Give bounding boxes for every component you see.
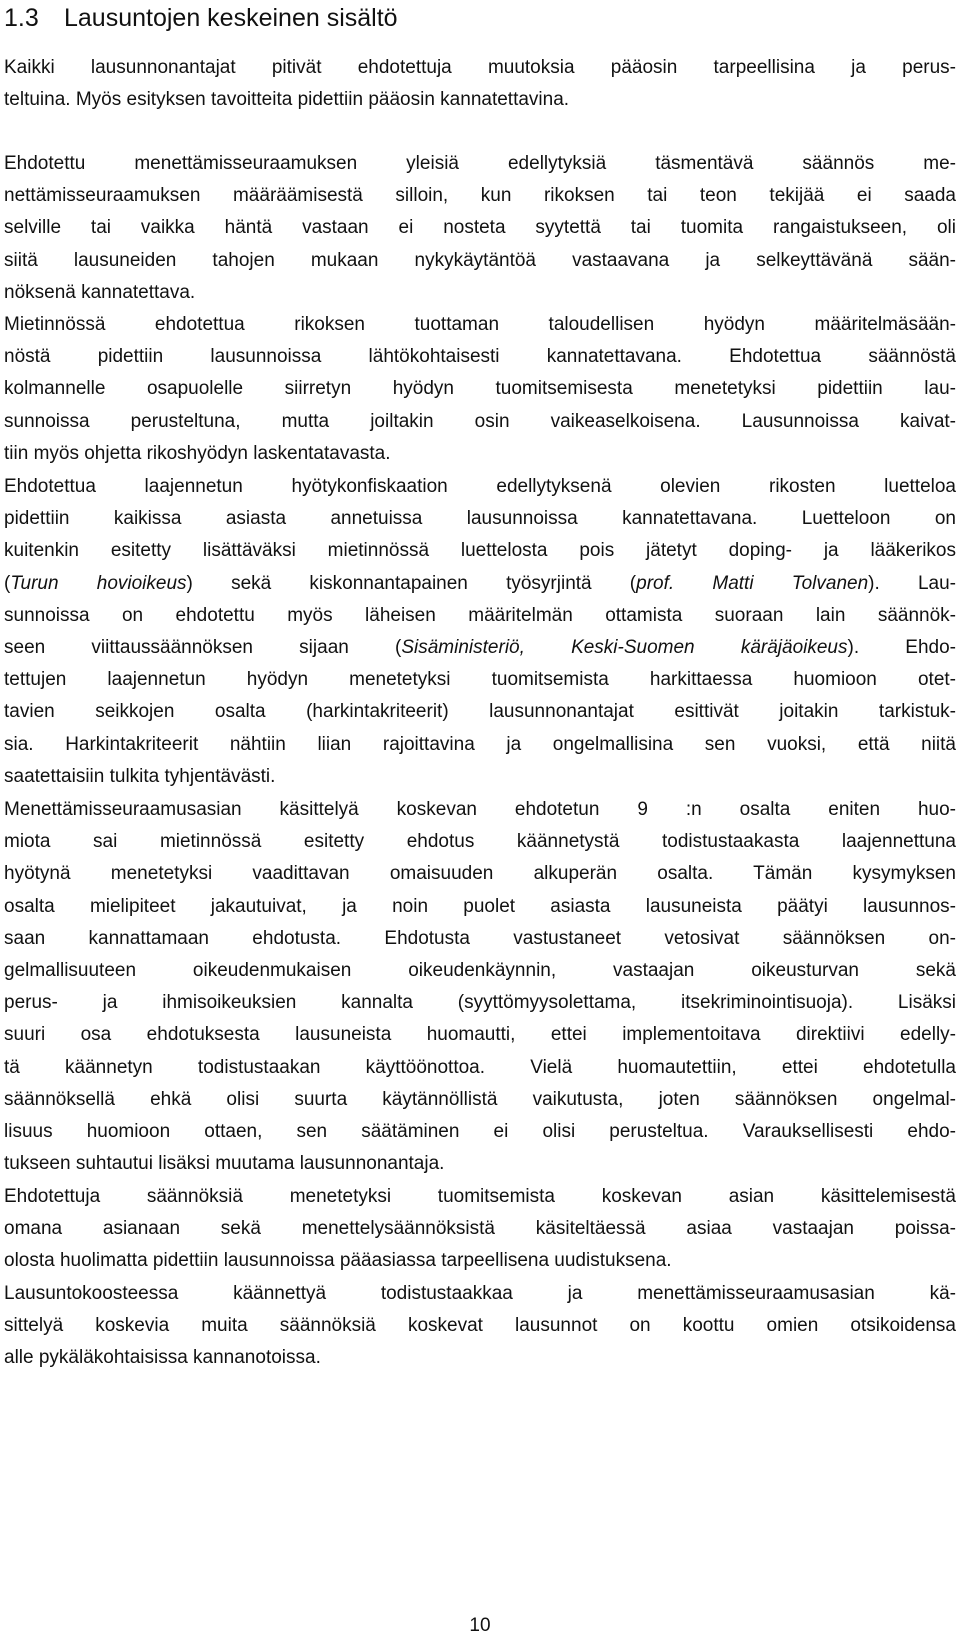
text-segment: gelmallisuuteen oikeudenmukaisen oikeudenkäynnin, vastaajan oikeusturvan sekä — [4, 960, 956, 982]
text-segment: teltuina. Myös esityksen tavoitteita pidettiin pääosin kannatettavina. — [4, 89, 570, 111]
paragraph-extended-confiscation — [4, 471, 956, 793]
text-line — [4, 406, 956, 438]
paragraph-procedure — [4, 1181, 956, 1278]
text-segment: sunnoissa on ehdotettu myös läheisen määritelmän ottamista suoraan lain säännök- — [4, 604, 956, 626]
text-line — [4, 535, 956, 567]
text-segment: tukseen suhtautui lisäksi muutama lausunnonantaja. — [4, 1153, 445, 1175]
text-line — [4, 309, 956, 341]
text-segment: Mietinnössä ehdotettua rikoksen tuottaman taloudellisen hyödyn määritelmäsään- — [4, 314, 956, 335]
text-line — [4, 761, 956, 793]
text-segment: Ehdotettua laajennetun hyötykonfiskaation edellytyksenä olevien rikosten luetteloa — [4, 476, 956, 497]
text-line — [4, 84, 956, 116]
text-line — [4, 438, 956, 470]
text-segment: ). Lau- — [868, 572, 957, 594]
paragraph-summary-intro — [4, 52, 956, 116]
text-segment: siitä lausuneiden tahojen mukaan nykykäytäntöä vastaavana ja selkeyttävänä sään- — [4, 249, 956, 271]
text-segment: sunnoissa perusteltuna, mutta joiltakin osin vaikeaselkoisena. Lausunnoissa kaivat- — [4, 410, 956, 432]
paragraph-economic-benefit — [4, 309, 956, 470]
text-segment: tiin myös ohjetta rikoshyödyn laskentatavasta. — [4, 442, 391, 464]
text-segment: osalta mielipiteet jakautuivat, ja noin puolet asiasta lausuneista päätyi lausunnos- — [4, 895, 956, 917]
text-segment: Ehdotettuja säännöksiä menetetyksi tuomitsemista koskevan asian käsittelemisestä — [4, 1186, 956, 1207]
section-number: 1.3 — [4, 4, 39, 32]
text-segment: ) sekä kiskonnantapainen työsyrjintä ( — [186, 572, 637, 594]
text-line — [4, 1019, 956, 1051]
text-line — [4, 1148, 956, 1180]
text-segment: saan kannattamaan ehdotusta. Ehdotusta vastustaneet vetosivat säännöksen on- — [4, 927, 956, 949]
text-segment: säännöksellä ehkä olisi suurta käytännöllistä vaikutusta, joten säännöksen ongelmal- — [4, 1088, 956, 1110]
text-line — [4, 664, 956, 696]
text-segment: tavien seikkojen osalta (harkintakriteerit) lausunnonantajat esittivät joitakin tarkistuk- — [4, 701, 956, 723]
text-line — [4, 1245, 956, 1277]
text-segment: ). Ehdo- — [847, 637, 956, 659]
italic-reference: Sisäministeriö, Keski-Suomen käräjäoikeus — [401, 637, 848, 659]
text-line — [4, 180, 956, 212]
text-line — [4, 503, 956, 535]
text-line — [4, 1052, 956, 1084]
text-segment: perus- ja ihmisoikeuksien kannalta (syyttömyysolettama, itsekriminointisuoja). Lisäksi — [4, 992, 956, 1014]
text-line — [4, 1116, 956, 1148]
text-segment: saatettaisiin tulkita tyhjentävästi. — [4, 765, 276, 787]
text-line — [4, 1278, 956, 1310]
text-line — [4, 987, 956, 1019]
page-number: 10 — [469, 1615, 491, 1636]
text-line — [4, 826, 956, 858]
text-segment: nettämisseuraamuksen määräämisestä silloin, kun rikoksen tai teon tekijää ei saada — [4, 185, 956, 207]
text-segment: nöksenä kannatettava. — [4, 281, 196, 303]
text-segment: hyötynä menetetyksi vaadittavan omaisuuden alkuperän osalta. Tämän kysymyksen — [4, 863, 956, 885]
text-segment: nöstä pidettiin lausunnoissa lähtökohtaisesti kannatettavana. Ehdotettua säännöstä — [4, 346, 956, 368]
text-segment: tä käännetyn todistustaakan käyttöönottoa. Vielä huomautettiin, ettei ehdotetulla — [4, 1056, 956, 1078]
text-segment: miota sai mietinnössä esitetty ehdotus käännetystä todistustaakasta laajennettuna — [4, 831, 956, 853]
text-line — [4, 858, 956, 890]
text-line — [4, 696, 956, 728]
text-segment: omana asianaan sekä menettelysäännöksistä käsiteltäessä asiaa vastaajan poissa- — [4, 1218, 956, 1240]
text-segment: alle pykäläkohtaisissa kannanotoissa. — [4, 1347, 321, 1369]
paragraph-general-conditions — [4, 148, 956, 309]
text-segment: lisuus huomioon ottaen, sen säätäminen ei olisi perusteltua. Varauksellisesti ehdo- — [4, 1121, 956, 1143]
text-segment: sittelyä koskevia muita säännöksiä koskevat lausunnot on koottu omien otsikoidensa — [4, 1315, 956, 1337]
text-line — [4, 632, 956, 664]
italic-reference: prof. Matti Tolvanen — [636, 572, 869, 594]
text-segment: kuitenkin esitetty lisättäväksi mietinnössä luettelosta pois jätetyt doping- ja lääkerikos — [4, 540, 956, 562]
text-segment: Lausuntokoosteessa käännettyä todistustaakkaa ja menettämisseuraamusasian kä- — [4, 1283, 956, 1304]
text-segment: suuri osa ehdotuksesta lausuneista huomautti, ettei implementoitava direktiivi edelly- — [4, 1024, 956, 1046]
paragraph-burden-of-proof — [4, 794, 956, 1180]
text-line — [4, 1310, 956, 1342]
text-line — [4, 52, 956, 84]
text-line — [4, 955, 956, 987]
section-title: Lausuntojen keskeinen sisältö — [64, 4, 398, 32]
text-line — [4, 1213, 956, 1245]
text-segment: selville tai vaikka häntä vastaan ei nosteta syytettä tai tuomita rangaistukseen, oli — [4, 217, 956, 239]
text-segment: Ehdotettu menettämisseuraamuksen yleisiä edellytyksiä täsmentävä säännös me- — [4, 153, 956, 174]
text-segment: tettujen laajennetun hyödyn menetetyksi tuomitsemista harkittaessa huomioon otet- — [4, 669, 956, 691]
text-line — [4, 1084, 956, 1116]
text-segment: olosta huolimatta pidettiin lausunnoissa pääasiassa tarpeellisena uudistuksena. — [4, 1250, 672, 1272]
text-line — [4, 923, 956, 955]
text-segment: Kaikki lausunnonantajat pitivät ehdotettuja muutoksia pääosin tarpeellisina ja perus- — [4, 57, 956, 78]
text-line — [4, 794, 956, 826]
text-line — [4, 373, 956, 405]
text-segment: Menettämisseuraamusasian käsittelyä koskevan ehdotetun 9 :n osalta eniten huo- — [4, 799, 956, 820]
text-line — [4, 148, 956, 180]
section-heading — [4, 2, 398, 34]
text-line — [4, 341, 956, 373]
paragraph-closing — [4, 1278, 956, 1375]
text-segment: kolmannelle osapuolelle siirretyn hyödyn tuomitsemisesta menetetyksi pidettiin lau- — [4, 378, 956, 400]
text-line — [4, 212, 956, 244]
text-segment: sia. Harkintakriteerit nähtiin liian rajoittavina ja ongelmallisina sen vuoksi, että niitä — [4, 733, 956, 755]
italic-reference: Turun hovioikeus — [10, 572, 187, 594]
text-line — [4, 1342, 956, 1374]
text-line — [4, 1181, 956, 1213]
text-line — [4, 891, 956, 923]
text-segment: pidettiin kaikissa asiasta annetuissa lausunnoissa kannatettavana. Luetteloon on — [4, 508, 956, 530]
text-segment: seen viittaussäännöksen sijaan ( — [4, 637, 402, 659]
text-line — [4, 568, 956, 600]
text-line — [4, 729, 956, 761]
text-segment: ( — [4, 572, 11, 594]
text-line — [4, 600, 956, 632]
text-line — [4, 245, 956, 277]
text-line — [4, 277, 956, 309]
text-line — [4, 471, 956, 503]
